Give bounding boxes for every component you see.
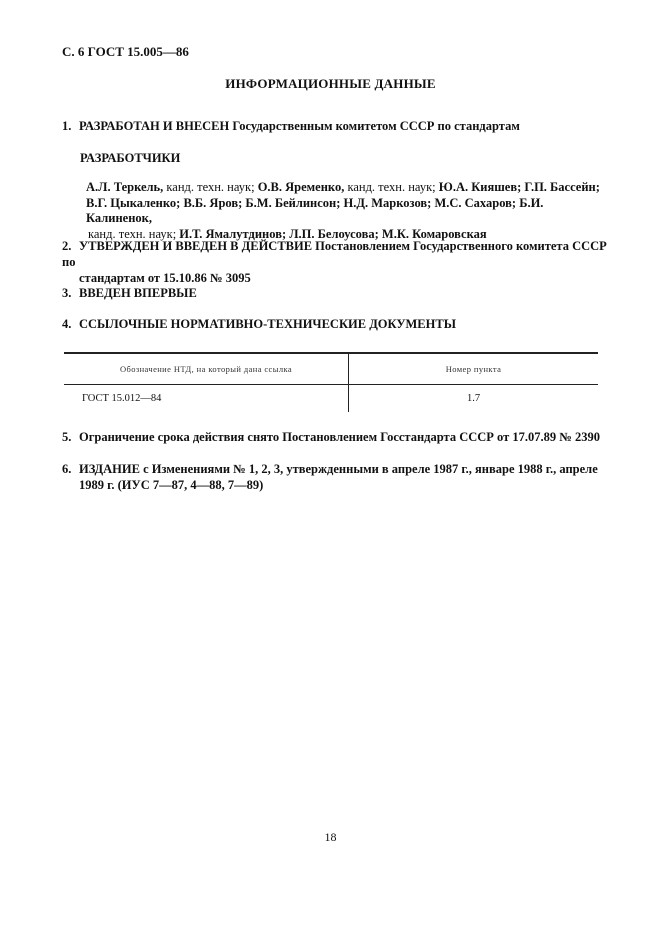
section-3 xyxy=(62,285,197,301)
developer-name: В.Г. Цыкаленко; В.Б. Яров; Б.М. Бейлинсон; Н.Д. Маркозов; М.С. Сахаров; Б.И. Калиненок, xyxy=(86,195,544,225)
section-2-number: 2. xyxy=(62,239,72,253)
developers-heading: РАЗРАБОТЧИКИ xyxy=(80,151,181,165)
section-1 xyxy=(62,118,520,134)
section-6 xyxy=(62,461,607,493)
section-6-text: ИЗДАНИЕ с Изменениями № 1, 2, 3, утвержденными в апреле 1987 г., январе 1988 г., апреле xyxy=(79,462,598,476)
column-header-document: Обозначение НТД, на который дана ссылка xyxy=(64,353,349,385)
developer-name: О.В. Яременко, xyxy=(257,180,345,194)
table-row xyxy=(64,385,598,413)
section-5-number: 5. xyxy=(62,430,72,444)
developer-title: канд. техн. наук; xyxy=(344,180,439,194)
developer-title: канд. техн. наук; xyxy=(88,226,180,241)
section-1-number: 1. xyxy=(62,119,72,133)
section-6-continuation: 1989 г. (ИУС 7—87, 4—88, 7—89) xyxy=(79,478,264,492)
table-cell-document: ГОСТ 15.012—84 xyxy=(64,385,349,413)
developer-title: канд. техн. наук; xyxy=(163,180,258,194)
column-header-clause: Номер пункта xyxy=(349,353,599,385)
section-6-number: 6. xyxy=(62,462,72,476)
section-2 xyxy=(62,238,607,286)
developer-name: Ю.А. Кияшев; Г.П. Бассейн; xyxy=(438,180,600,194)
section-3-number: 3. xyxy=(62,286,72,300)
table-cell-clause: 1.7 xyxy=(466,393,481,404)
table-header-row xyxy=(64,353,598,385)
section-3-text: ВВЕДЕН ВПЕРВЫЕ xyxy=(79,286,197,300)
developers-line-1 xyxy=(86,180,606,196)
page-number: 18 xyxy=(324,830,337,844)
section-2-continuation: стандартам от 15.10.86 № 3095 xyxy=(79,271,251,285)
reference-documents-table xyxy=(64,352,598,412)
section-4 xyxy=(62,316,456,332)
developers-list xyxy=(86,180,606,242)
page-header: С. 6 ГОСТ 15.005—86 xyxy=(62,44,189,59)
developer-name: А.Л. Теркель, xyxy=(86,180,164,194)
developer-name: И.Т. Ямалутдинов; Л.П. Белоусова; М.К. Комаровская xyxy=(179,226,487,241)
section-2-text: УТВЕРЖДЕН И ВВЕДЕН В ДЕЙСТВИЕ Постановлением Государственного комитета СССР по xyxy=(62,239,607,269)
document-title: ИНФОРМАЦИОННЫЕ ДАННЫЕ xyxy=(225,76,436,91)
developers-line-2 xyxy=(86,196,606,227)
section-4-number: 4. xyxy=(62,317,72,331)
section-4-text: ССЫЛОЧНЫЕ НОРМАТИВНО-ТЕХНИЧЕСКИЕ ДОКУМЕНТЫ xyxy=(79,317,456,331)
section-5-text: Ограничение срока действия снято Постановлением Госстандарта СССР от 17.07.89 № 2390 xyxy=(79,430,600,444)
section-5 xyxy=(62,429,600,445)
section-1-text: РАЗРАБОТАН И ВНЕСЕН Государственным комитетом СССР по стандартам xyxy=(79,119,520,133)
